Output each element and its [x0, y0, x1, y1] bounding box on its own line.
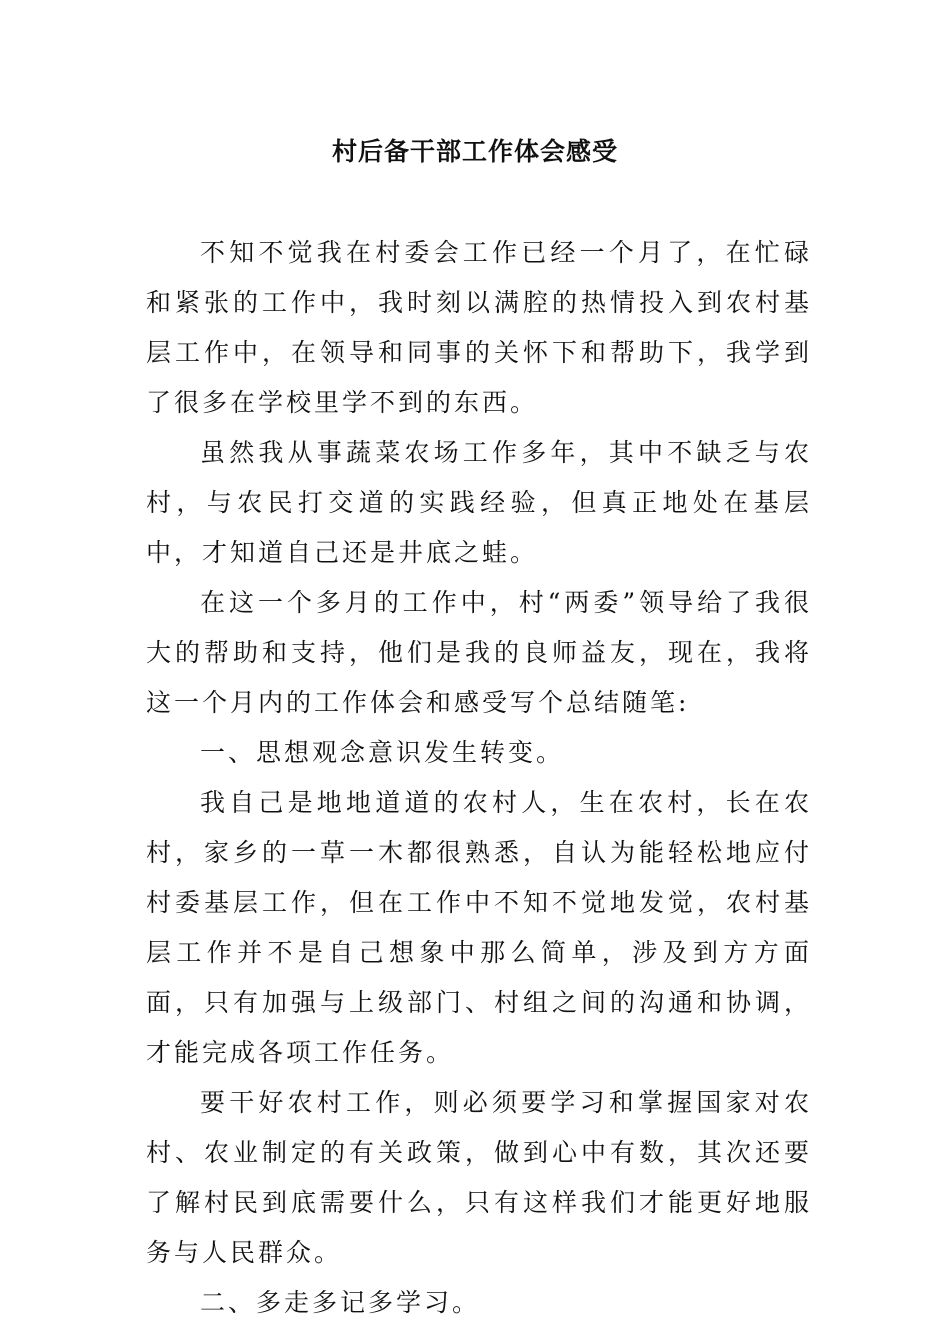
- paragraph-rural-background: 我自己是地地道道的农村人，生在农村，长在农村，家乡的一草一木都很熟悉，自认为能轻松地应付村委基层工作，但在工作中不知不觉地发觉，农村基层工作并不是自己想象中那么简单，涉及到方方面面，只有加强与上级部门、村组之间的沟通和协调，才能完成各项工作任务。: [146, 788, 812, 1067]
- paragraph-support: 在这一个多月的工作中，村“两委”领导给了我很大的帮助和支持，他们是我的良师益友，现在，我将这一个月内的工作体会和感受写个总结随笔:: [146, 588, 812, 717]
- document-title: 村后备干部工作体会感受: [331, 137, 618, 166]
- paragraph-intro: 不知不觉我在村委会工作已经一个月了，在忙碌和紧张的工作中，我时刻以满腔的热情投入到农村基层工作中，在领导和同事的关怀下和帮助下，我学到了很多在学校里学不到的东西。: [146, 238, 812, 417]
- section-heading-2: 二、多走多记多学习。: [200, 1288, 481, 1317]
- section-heading-1: 一、思想观念意识发生转变。: [200, 738, 565, 767]
- paragraph-policy: 要干好农村工作，则必须要学习和掌握国家对农村、农业制定的有关政策，做到心中有数，其次还要了解村民到底需要什么，只有这样我们才能更好地服务与人民群众。: [146, 1088, 812, 1267]
- paragraph-experience: 虽然我从事蔬菜农场工作多年，其中不缺乏与农村，与农民打交道的实践经验，但真正地处在基层中，才知道自己还是井底之蛙。: [146, 438, 812, 567]
- document-body: [146, 228, 812, 1328]
